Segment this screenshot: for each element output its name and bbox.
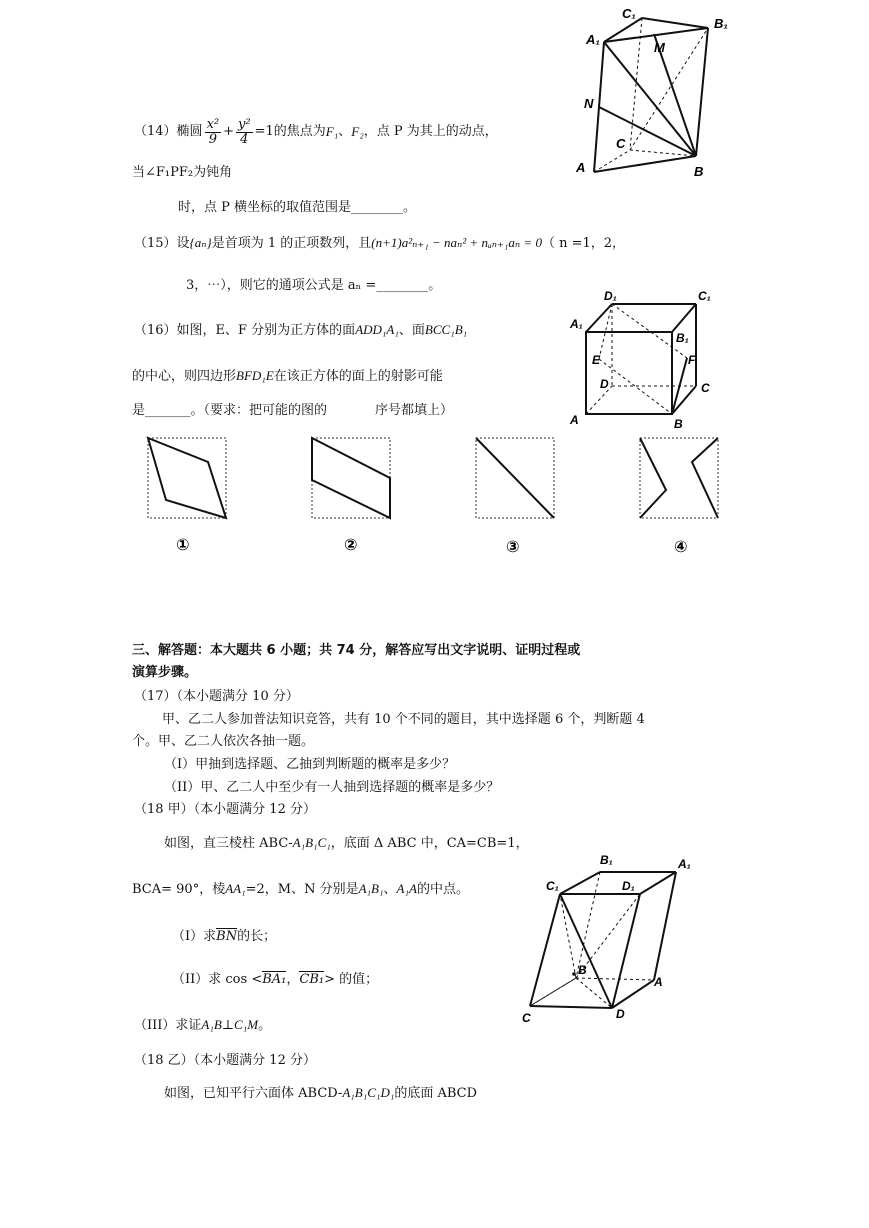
cube-label-a1: A₁ (570, 317, 583, 331)
para-label-c1: C₁ (546, 879, 559, 893)
q16-line3: 是_______。（要求：把可能的图的 序号都填上） (132, 403, 454, 418)
cube-label-b1: B₁ (676, 331, 689, 345)
para-label-b: B (578, 963, 587, 977)
q15-line2: 3，⋯），则它的通项公式是 aₙ =________。 (186, 278, 442, 293)
label-n: N (584, 96, 594, 111)
option-2-label: ② (344, 537, 358, 554)
q18b-line1: 如图，已知平行六面体 ABCD-A₁B₁C₁D₁的底面 ABCD (164, 1085, 478, 1101)
fraction-y2-4: $\frac{\text{y²}}{4}$ (238, 116, 251, 147)
option-4-label: ④ (674, 539, 688, 556)
para-label-a: A (654, 975, 663, 989)
q18b-label: （18 乙）（本小题满分 12 分） (134, 1053, 316, 1068)
section3-heading-line1: 三、解答题：本大题共 6 小题；共 74 分，解答应写出文字说明、证明过程或 (132, 643, 581, 658)
cube-label-a: A (570, 413, 579, 427)
section3-heading-line2: 演算步骤。 (132, 665, 198, 680)
q17-label: （17）（本小题满分 10 分） (134, 689, 299, 704)
para-label-a1: A₁ (678, 857, 691, 871)
label-b1: B₁ (714, 16, 728, 31)
q17-line2: 个。甲、乙二人依次各抽一题。 (132, 734, 315, 749)
label-a: A (576, 160, 586, 175)
label-c: C (616, 136, 626, 151)
q18a-line1: 如图，直三棱柱 ABC-A₁B₁C₁，底面 Δ ABC 中，CA=CB=1， (164, 835, 529, 851)
q17-line1: 甲、乙二人参加普法知识竞答，共有 10 个不同的题目，其中选择题 6 个，判断题 4 (162, 712, 645, 727)
para-label-d1: D₁ (622, 879, 635, 893)
cube-label-d1: D₁ (604, 289, 617, 303)
q18a-part1: （I）求BN的长； (172, 929, 277, 944)
cube-label-f: F (688, 353, 696, 367)
cube-figure (556, 282, 726, 432)
label-c1: C₁ (622, 6, 636, 21)
option-diagrams (132, 428, 742, 568)
option-3-diagram (476, 438, 554, 518)
para-label-d: D (616, 1007, 625, 1021)
option-2-diagram (312, 438, 390, 518)
label-a1: A₁ (586, 32, 600, 47)
option-1-diagram (148, 438, 226, 518)
q18a-part3: （III）求证A₁B⊥C₁M。 (134, 1017, 272, 1033)
parallelepiped-figure (516, 850, 706, 1030)
cube-label-b: B (674, 417, 683, 431)
para-label-b1: B₁ (600, 853, 613, 867)
q14-line2: 当∠F₁PF₂为钝角 (132, 165, 233, 180)
cube-label-c: C (701, 381, 710, 395)
q14-line3: 时，点 P 横坐标的取值范围是________。 (178, 200, 417, 215)
q16-line1: （16）如图，E、F 分别为正方体的面ADD₁A₁、面BCC₁B₁ (134, 322, 468, 338)
prism-figure (560, 0, 740, 190)
q14-line1: （14） 椭圆 $\frac{\text{x²}}{9}$ + $\frac{\text{y²}}{4}$ =1 的焦点为 F₁ 、 F₂ ，点 P 为其上的动点， (134, 116, 498, 147)
cube-label-d: D (600, 377, 609, 391)
q15-line1: （15）设{aₙ}是首项为 1 的正项数列，且(n+1)a²ₙ₊₁ − naₙ² + nₐₙ₊₁aₙ = 0（ n =1，2， (134, 235, 626, 251)
q17-part2: （II）甲、乙二人中至少有一人抽到选择题的概率是多少？ (164, 780, 500, 795)
q18a-line2: BCA= 90°，棱AA₁=2，M、N 分别是A₁B₁、A₁A的中点。 (132, 881, 469, 897)
q17-part1: （I）甲抽到选择题、乙抽到判断题的概率是多少？ (164, 757, 456, 772)
option-3-label: ③ (506, 539, 520, 556)
option-4-diagram (640, 438, 718, 518)
q18a-label: （18 甲）（本小题满分 12 分） (134, 802, 316, 817)
label-m: M (654, 40, 665, 55)
label-b: B (694, 164, 704, 179)
q18a-part2: （II）求 cos <BA₁，CB₁> 的值； (172, 972, 379, 987)
cube-label-e: E (592, 353, 601, 367)
q16-line2: 的中心，则四边形BFD₁E在该正方体的面上的射影可能 (132, 368, 443, 384)
fraction-x2-9: $\frac{\text{x²}}{9}$ (206, 116, 220, 147)
option-1-label: ① (176, 537, 190, 554)
cube-label-c1: C₁ (698, 289, 711, 303)
para-label-c: C (522, 1011, 531, 1025)
